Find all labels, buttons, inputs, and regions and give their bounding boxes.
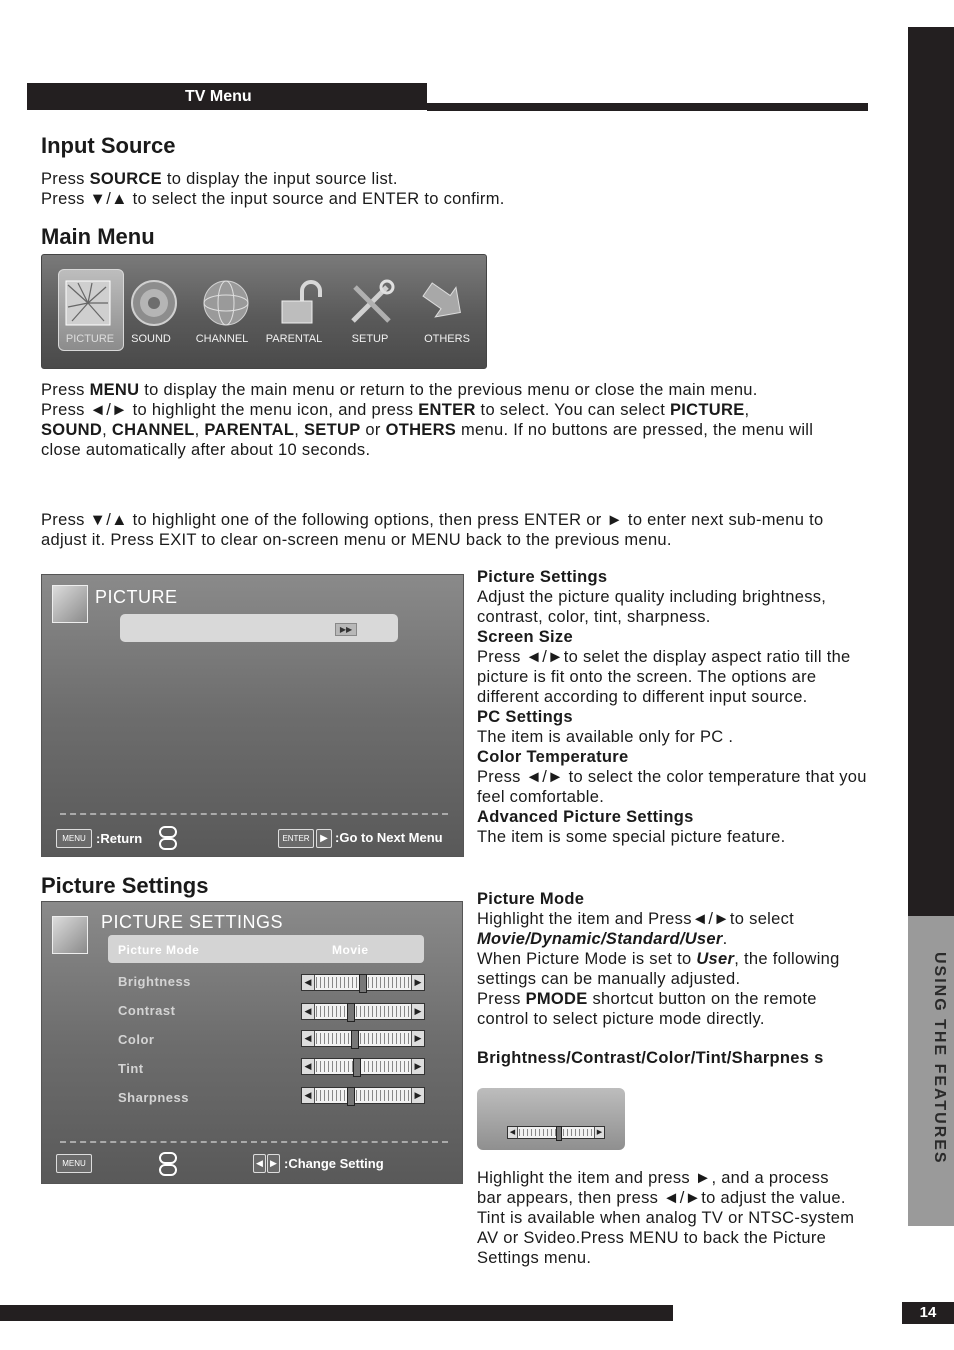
desc-advanced-picture: Advanced Picture Settings The item is some special picture feature.: [477, 808, 786, 846]
menu-item-picture[interactable]: PICTURE: [65, 333, 115, 345]
picture-icon: [64, 279, 112, 327]
main-menu-title: Main Menu: [41, 224, 155, 249]
brightness-label: Brightness: [118, 974, 191, 989]
channel-icon: [202, 279, 250, 327]
slider-thumb[interactable]: [353, 1058, 361, 1077]
menu-item-sound[interactable]: SOUND: [131, 333, 171, 345]
page-number: 14: [902, 1302, 954, 1324]
right-key-icon: ▶: [316, 829, 332, 848]
picture-settings-panel: [41, 901, 463, 1184]
parental-lock-icon: [276, 279, 324, 327]
slider-thumb[interactable]: [347, 1087, 355, 1106]
change-setting-hint: :Change Setting: [284, 1156, 384, 1171]
picture-settings-thumbnail-icon: [52, 916, 88, 954]
picture-mode-label: Picture Mode: [118, 943, 200, 957]
menu-item-setup[interactable]: SETUP: [351, 333, 389, 345]
picture-mode-description: Picture Mode Highlight the item and Press◄/►to select Movie/Dynamic/Standard/User. When Picture Mode is set to User, the following settings can be manually adjusted. Press PMODE shortcut button on the remote control to select picture mode directly.: [477, 890, 840, 1028]
input-source-line1: Press SOURCE to display the input source list.: [41, 170, 398, 188]
side-tab-dark: [908, 27, 954, 916]
panel-divider: [60, 813, 448, 815]
picture-mode-row[interactable]: [108, 935, 424, 963]
left-key-icon: ◀: [253, 1154, 266, 1173]
picture-settings-panel-title: PICTURE SETTINGS: [101, 912, 284, 932]
side-tab-label: USING THE FEATURES: [931, 952, 948, 1165]
picture-thumbnail-icon: [52, 585, 88, 623]
return-hint: :Return: [96, 831, 143, 846]
color-slider[interactable]: ◀ ▶: [301, 1030, 425, 1047]
mini-slider[interactable]: ◀ ▶: [507, 1126, 605, 1139]
brightness-description: Highlight the item and press ►, and a process bar appears, then press ◄/►to adjust the value. Tint is available when analog TV or NTSC-system AV or Svideo.Press MENU to back the Picture Settings menu.: [477, 1169, 855, 1267]
sharpness-slider[interactable]: ◀ ▶: [301, 1087, 425, 1104]
next-menu-hint: :Go to Next Menu: [335, 830, 443, 845]
menu-item-others[interactable]: OTHERS: [424, 333, 470, 345]
contrast-slider[interactable]: ◀ ▶: [301, 1003, 425, 1020]
slider-thumb[interactable]: [347, 1003, 355, 1022]
double-arrow-right-icon: ▶▶: [335, 623, 357, 636]
slider-thumb[interactable]: [556, 1126, 562, 1141]
input-source-title: Input Source: [41, 133, 176, 158]
section-tab: TV Menu: [27, 83, 427, 110]
main-menu-description: Press MENU to display the main menu or return to the previous menu or close the main menu. Press ◄/► to highlight the menu icon, and press ENTER to select. You can select PICTURE, SOUND, CHANNEL, PARENTAL, SETUP or OTHERS menu. If no buttons are pressed, the menu will close automatically after about 10 seconds.: [41, 381, 814, 459]
picture-selected-row[interactable]: [120, 614, 398, 642]
others-arrow-icon: [420, 279, 468, 327]
setup-tools-icon: [347, 279, 395, 327]
settings-divider: [60, 1141, 448, 1143]
navigation-description: Press ▼/▲ to highlight one of the following options, then press ENTER or ► to enter next sub-menu to adjust it. Press EXIT to clear on-screen menu or MENU back to the previous menu.: [41, 511, 824, 549]
desc-screen-size: Screen Size Press ◄/►to selet the display aspect ratio till the picture is fit onto the screen. The options are different according to different input source.: [477, 628, 851, 706]
right-key-icon-2: ▶: [267, 1154, 280, 1173]
mini-slider-panel: [477, 1088, 625, 1150]
enter-key-icon: ENTER: [278, 829, 314, 848]
settings-up-down-icon: [158, 1152, 178, 1176]
contrast-label: Contrast: [118, 1003, 176, 1018]
tint-slider[interactable]: ◀ ▶: [301, 1058, 425, 1075]
menu-item-channel[interactable]: CHANNEL: [195, 333, 249, 345]
desc-pc-settings: PC Settings The item is available only for PC .: [477, 708, 734, 746]
color-label: Color: [118, 1032, 155, 1047]
picture-panel: [41, 574, 464, 857]
settings-menu-key-icon: MENU: [56, 1154, 92, 1173]
sound-icon: [130, 279, 178, 327]
desc-color-temperature: Color Temperature Press ◄/► to select the color temperature that you feel comfortable.: [477, 748, 867, 806]
desc-picture-settings: Picture Settings Adjust the picture quality including brightness, contrast, color, tint, sharpness.: [477, 568, 827, 626]
menu-item-parental[interactable]: PARENTAL: [265, 333, 323, 345]
picture-mode-value: Movie: [332, 943, 369, 957]
menu-key-icon: MENU: [56, 829, 92, 848]
picture-settings-title: Picture Settings: [41, 873, 209, 898]
picture-descriptions: [477, 567, 872, 847]
brightness-slider[interactable]: ◀ ▶: [301, 974, 425, 991]
input-source-line2: Press ▼/▲ to select the input source and ENTER to confirm.: [41, 190, 505, 208]
slider-thumb[interactable]: [359, 974, 367, 993]
brightness-heading: Brightness/Contrast/Color/Tint/Sharpnes s: [477, 1049, 824, 1067]
tint-label: Tint: [118, 1061, 144, 1076]
main-menu-bar: [41, 254, 487, 369]
slider-thumb[interactable]: [351, 1030, 359, 1049]
header-rule: [427, 103, 868, 111]
footer-rule: [0, 1305, 673, 1321]
up-down-keys-icon: [158, 826, 178, 850]
picture-panel-title: PICTURE: [95, 587, 178, 607]
sharpness-label: Sharpness: [118, 1090, 189, 1105]
